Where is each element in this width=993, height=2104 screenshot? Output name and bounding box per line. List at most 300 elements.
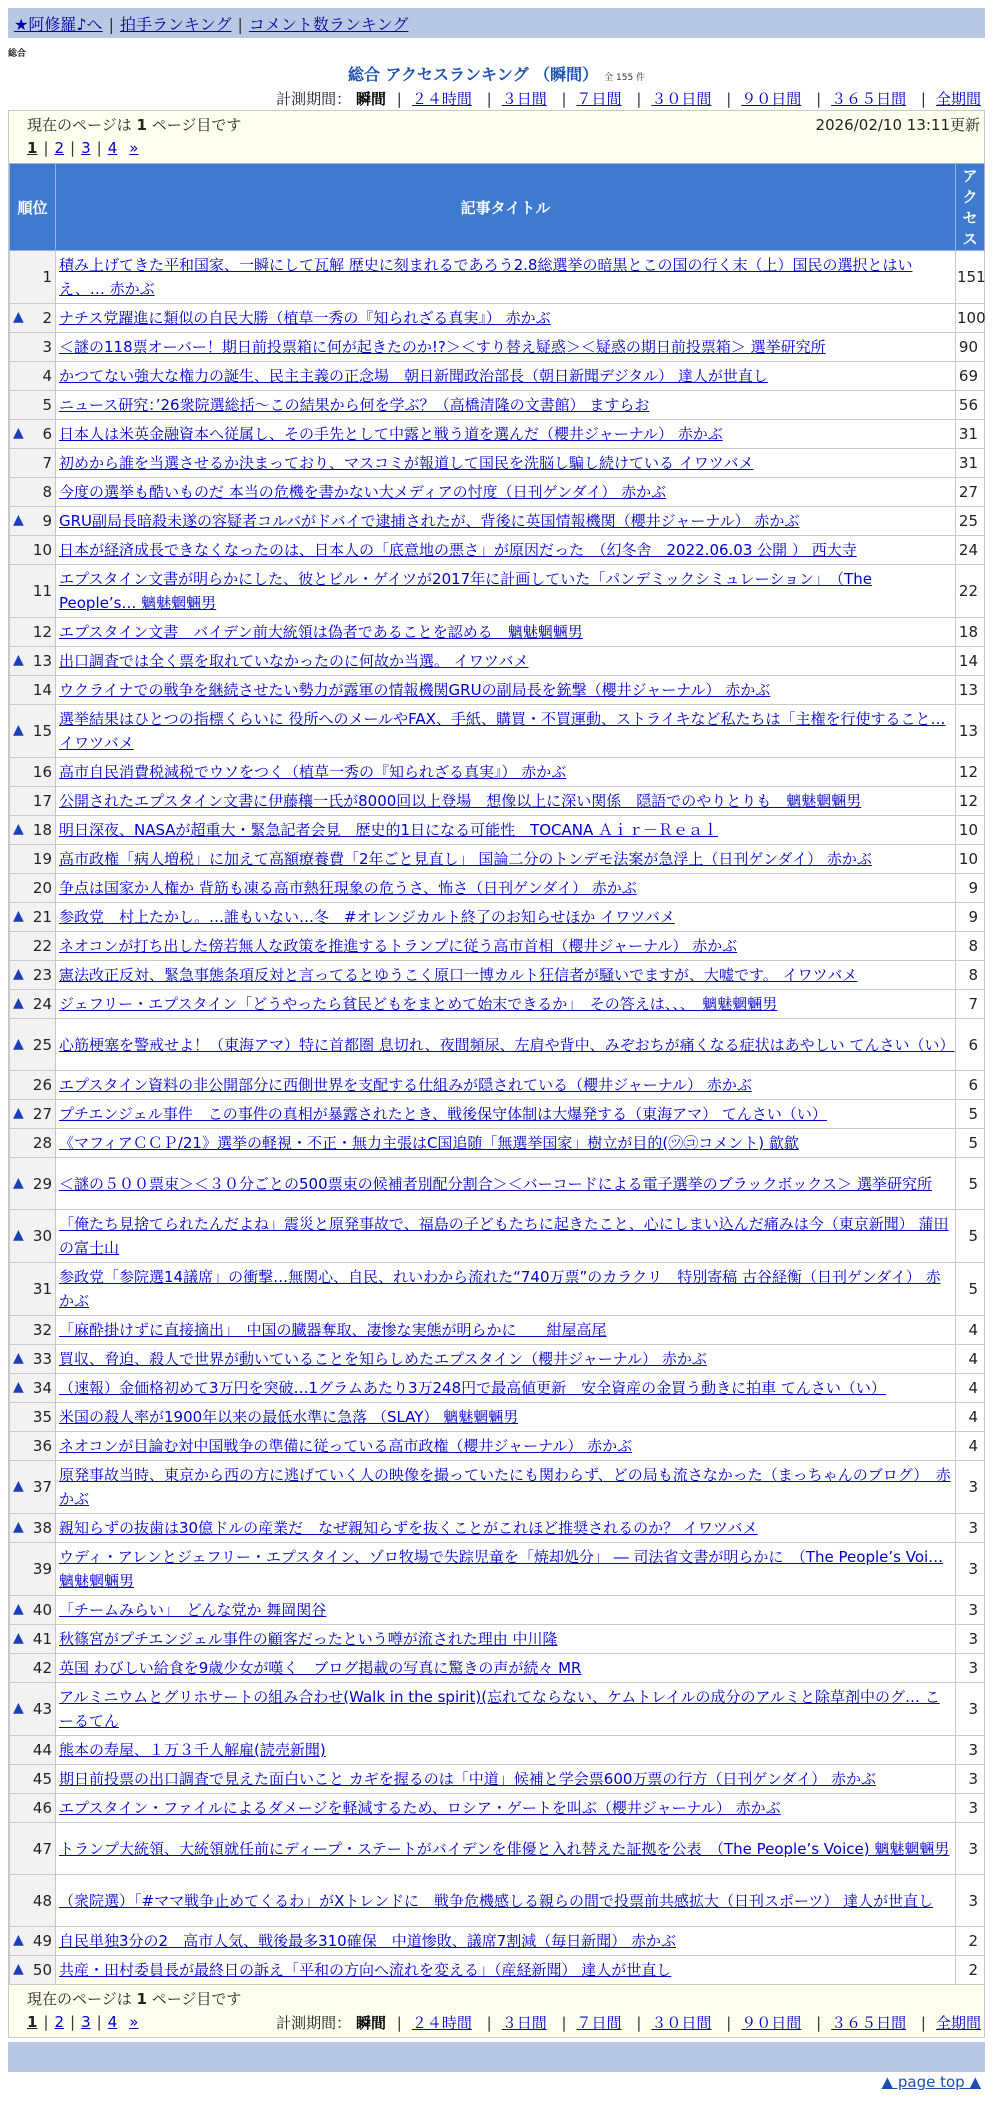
title-cell xyxy=(56,478,956,507)
rank-number: 43 xyxy=(32,1700,52,1718)
table-row xyxy=(10,1432,985,1461)
rank-cell xyxy=(10,1765,56,1794)
article-link[interactable]: 憲法改正反対、緊急事態条項反対と言ってるとゆうこく原口一博カルト狂信者が騒いでますが、大嘘です。 イワツバメ xyxy=(59,966,858,984)
rank-number: 44 xyxy=(32,1741,52,1759)
period-link[interactable]: ３０日間 xyxy=(651,2014,712,2032)
page-info-prefix: 現在のページは xyxy=(27,116,137,134)
title-cell xyxy=(56,1823,956,1875)
page-info-bottom xyxy=(9,1985,984,2011)
article-link[interactable]: 「チームみらい」 どんな党か 舞岡関谷 xyxy=(59,1601,327,1619)
title-cell xyxy=(56,758,956,787)
article-link[interactable]: 今度の選挙も酷いものだ 本当の危機を書かない大メディアの忖度（日刊ゲンダイ） 赤かぶ xyxy=(59,483,667,501)
table-row xyxy=(10,1514,985,1543)
article-link[interactable]: 出口調査では全く票を取れていなかったのに何故か当選。 イワツバメ xyxy=(59,652,529,670)
total-count: 全 155 件 xyxy=(604,73,646,83)
access-count: 5 xyxy=(956,1263,985,1316)
nav-separator: | xyxy=(108,15,114,34)
rank-cell xyxy=(10,758,56,787)
rank-up-arrow-icon: ▲ xyxy=(13,1035,24,1052)
rank-number: 7 xyxy=(42,454,52,472)
rank-number: 4 xyxy=(42,367,52,385)
pager-current: 1 xyxy=(27,139,38,157)
article-link[interactable]: ジェフリー・エプスタイン「どうやったら貧民どもをまとめて始末できるか」 その答えは、、、 魑魅魍魎男 xyxy=(59,995,778,1013)
article-link[interactable]: 公開されたエプスタイン文書に伊藤穰一氏が8000回以上登場 想像以上に深い関係 隠語でのやりとりも 魑魅魍魎男 xyxy=(59,792,862,810)
rank-number: 11 xyxy=(32,582,52,600)
access-count: 3 xyxy=(956,1823,985,1875)
article-link[interactable]: （衆院選）「#ママ戦争止めてくるわ」がXトレンドに 戦争危機感しる親らの間で投票前共感拡大（日刊スポーツ） 達人が世直し xyxy=(59,1891,934,1910)
rank-up-arrow-icon: ▲ xyxy=(13,995,24,1012)
table-row xyxy=(10,932,985,961)
pager-link[interactable]: 2 xyxy=(54,139,65,157)
rank-number: 23 xyxy=(32,966,52,984)
article-link[interactable]: トランプ大統領、大統領就任前にディープ・ステートがバイデンを俳優と入れ替えた証拠を公表 （The People’s Voice) 魑魅魍魎男 xyxy=(59,1839,950,1858)
title-cell xyxy=(56,1210,956,1263)
page-top-link[interactable]: ▲ page top ▲ xyxy=(881,2073,981,2091)
period-link[interactable]: ２４時間 xyxy=(411,90,472,108)
article-link[interactable]: 争点は国家か人権か 背筋も凍る高市熱狂現象の危うさ、怖さ（日刊ゲンダイ） 赤かぶ xyxy=(59,879,637,897)
top-nav-bar xyxy=(8,8,985,38)
article-link[interactable]: 選挙結果はひとつの指標くらいに 役所へのメールやFAX、手紙、購買・不買運動、ストライキなど私たちは「主権を行使すること… イワツバメ xyxy=(59,710,946,752)
rank-number: 10 xyxy=(32,541,52,559)
title-cell xyxy=(56,1543,956,1596)
article-link[interactable]: 熊本の寿屋、１万３千人解雇(読売新聞) xyxy=(59,1741,326,1759)
title-cell xyxy=(56,420,956,449)
rank-cell xyxy=(10,1100,56,1129)
rank-up-arrow-icon: ▲ xyxy=(13,722,24,739)
ranking-table xyxy=(9,163,985,1985)
access-count: 3 xyxy=(956,1543,985,1596)
table-row xyxy=(10,251,985,304)
article-link[interactable]: エプスタイン・ファイルによるダメージを軽減するため、ロシア・ゲートを叫ぶ（櫻井ジャーナル） 赤かぶ xyxy=(59,1799,781,1817)
title-cell xyxy=(56,362,956,391)
rank-cell xyxy=(10,705,56,758)
page-info-suffix: ページ目です xyxy=(146,116,242,134)
table-row xyxy=(10,1071,985,1100)
rank-cell xyxy=(10,1432,56,1461)
bottom-bar xyxy=(8,2042,985,2072)
table-row xyxy=(10,420,985,449)
title-cell xyxy=(56,1432,956,1461)
title-cell xyxy=(56,618,956,647)
pager-link[interactable]: 3 xyxy=(81,2013,91,2031)
pager-current: 1 xyxy=(27,2013,38,2031)
article-link[interactable]: ＜謎の５００票束＞＜３０分ごとの500票束の候補者別配分割合＞＜バーコードによる電子選挙のブラックボックス＞ 選挙研究所 xyxy=(59,1174,932,1193)
category-tag: 総合 xyxy=(8,49,27,59)
article-link[interactable]: ネオコンが目論む対中国戦争の準備に従っている高市政権（櫻井ジャーナル） 赤かぶ xyxy=(59,1437,633,1455)
rank-cell xyxy=(10,1794,56,1823)
rank-cell xyxy=(10,874,56,903)
title-cell xyxy=(56,1875,956,1927)
table-row xyxy=(10,362,985,391)
article-link[interactable]: 参政党「参院選14議席」の衝撃…無関心、自民、れいわから流れた“740万票”のカラクリ 特別寄稿 古谷経衡（日刊ゲンダイ） 赤かぶ xyxy=(59,1268,941,1310)
rank-cell xyxy=(10,251,56,304)
table-row xyxy=(10,1596,985,1625)
article-link[interactable]: 明日深夜、NASAが超重大・緊急記者会見 歴史的1日になる可能性 TOCANA Ａｉｒ－Ｒｅａｌ xyxy=(59,821,719,839)
rank-cell xyxy=(10,1625,56,1654)
access-count: 3 xyxy=(956,1875,985,1927)
rank-number: 2 xyxy=(42,309,52,327)
table-row xyxy=(10,1461,985,1514)
article-link[interactable]: 日本人は米英金融資本へ従属し、その手先として中露と戦う道を選んだ（櫻井ジャーナル） 赤かぶ xyxy=(59,425,723,443)
rank-number: 48 xyxy=(32,1891,52,1910)
article-link[interactable]: 秋篠宮がプチエンジェル事件の顧客だったという噂が流された理由 中川隆 xyxy=(59,1630,558,1648)
title-cell xyxy=(56,874,956,903)
table-row xyxy=(10,507,985,536)
article-link[interactable]: 期日前投票の出口調査で見えた面白いこと カギを握るのは「中道」候補と学会票600万票の行方（日刊ゲンダイ） 赤かぶ xyxy=(59,1770,876,1788)
access-count: 4 xyxy=(956,1345,985,1374)
table-row xyxy=(10,478,985,507)
rank-number: 14 xyxy=(32,681,52,699)
rank-cell xyxy=(10,536,56,565)
rank-up-arrow-icon: ▲ xyxy=(13,1519,24,1536)
title-cell xyxy=(56,1654,956,1683)
rank-number: 47 xyxy=(32,1839,52,1858)
title-header: 記事タイトル xyxy=(56,164,956,251)
article-link[interactable]: GRU副局長暗殺未遂の容疑者コルバがドバイで逮捕されたが、背後に英国情報機関（櫻井ジャーナル） 赤かぶ xyxy=(59,512,800,530)
rank-up-arrow-icon: ▲ xyxy=(13,908,24,925)
article-link[interactable]: プチエンジェル事件 この事件の真相が暴露されたとき、戦後保守体制は大爆発する（東海アマ） てんさい（い） xyxy=(59,1105,827,1123)
access-count: 4 xyxy=(956,1403,985,1432)
title-cell xyxy=(56,1461,956,1514)
rank-cell xyxy=(10,618,56,647)
title-cell xyxy=(56,787,956,816)
rank-cell xyxy=(10,333,56,362)
article-link[interactable]: 英国 わびしい給食を9歳少女が嘆く ブログ掲載の写真に驚きの声が続々 MR xyxy=(59,1659,582,1677)
rank-cell xyxy=(10,1210,56,1263)
rank-cell xyxy=(10,1596,56,1625)
page-title: 総合 アクセスランキング （瞬間） xyxy=(347,65,599,84)
updated-timestamp: 2026/02/10 13:11更新 xyxy=(815,116,980,134)
access-count: 6 xyxy=(956,1019,985,1071)
table-row xyxy=(10,990,985,1019)
title-cell xyxy=(56,1794,956,1823)
rank-cell xyxy=(10,391,56,420)
title-cell xyxy=(56,251,956,304)
title-cell xyxy=(56,1956,956,1985)
rank-number: 3 xyxy=(42,338,52,356)
rank-up-arrow-icon: ▲ xyxy=(13,1932,24,1949)
rank-number: 27 xyxy=(32,1105,52,1123)
access-count: 151 xyxy=(956,251,985,304)
article-link[interactable]: 共産・田村委員長が最終日の訴え「平和の方向へ流れを変える」（産経新聞） 達人が世直し xyxy=(59,1961,672,1979)
pager-bottom: 1 | 2 | 3 | 4 » xyxy=(9,2011,984,2037)
article-link[interactable]: 「俺たち見捨てられたんだよね」震災と原発事故で、福島の子どもたちに起きたこと、心にしまい込んだ痛みは今（東京新聞） 蒲田の富士山 xyxy=(59,1215,949,1257)
access-count: 12 xyxy=(956,758,985,787)
period-link[interactable]: ９０日間 xyxy=(741,2014,802,2032)
table-row xyxy=(10,961,985,990)
access-count: 4 xyxy=(956,1432,985,1461)
table-row xyxy=(10,1316,985,1345)
rank-number: 6 xyxy=(42,425,52,443)
rank-up-arrow-icon: ▲ xyxy=(13,1630,24,1647)
table-row xyxy=(10,1654,985,1683)
access-count: 9 xyxy=(956,903,985,932)
pager-link[interactable]: 3 xyxy=(81,139,91,157)
rank-cell xyxy=(10,990,56,1019)
table-row xyxy=(10,618,985,647)
rank-cell xyxy=(10,478,56,507)
title-cell xyxy=(56,903,956,932)
rank-number: 26 xyxy=(32,1076,52,1094)
rank-up-arrow-icon: ▲ xyxy=(13,652,24,669)
rank-up-arrow-icon: ▲ xyxy=(13,1700,24,1717)
article-link[interactable]: 高市政権「病人増税」に加えて高額療養費「2年ごと見直し」 国論二分のトンデモ法案が急浮上（日刊ゲンダイ） 赤かぶ xyxy=(59,850,872,868)
pager-link[interactable]: 2 xyxy=(54,2013,65,2031)
period-link[interactable]: ３６５日間 xyxy=(831,90,907,108)
article-link[interactable]: 自民単独3分の2 高市人気、戦後最多310確保 中道惨敗、議席7割減（毎日新聞） 赤かぶ xyxy=(59,1932,677,1950)
title-cell xyxy=(56,304,956,333)
rank-number: 34 xyxy=(32,1379,52,1397)
access-count: 5 xyxy=(956,1210,985,1263)
period-link[interactable]: ９０日間 xyxy=(741,90,802,108)
table-row xyxy=(10,565,985,618)
table-row xyxy=(10,1129,985,1158)
title-cell xyxy=(56,507,956,536)
article-link[interactable]: 買収、脅迫、殺人で世界が動いていることを知らしめたエプスタイン（櫻井ジャーナル） 赤かぶ xyxy=(59,1350,707,1368)
rank-up-arrow-icon: ▲ xyxy=(13,1105,24,1122)
pager-link[interactable]: 4 xyxy=(107,2013,118,2031)
access-count: 3 xyxy=(956,1654,985,1683)
pager-link[interactable]: 4 xyxy=(107,139,118,157)
period-link[interactable]: ３日間 xyxy=(501,90,547,108)
ranking-box xyxy=(8,110,985,2038)
table-row xyxy=(10,1263,985,1316)
table-row xyxy=(10,647,985,676)
pager-next[interactable]: » xyxy=(129,2013,139,2031)
rank-cell xyxy=(10,1514,56,1543)
access-count: 69 xyxy=(956,362,985,391)
clap-ranking-link[interactable]: 拍手ランキング xyxy=(119,15,232,34)
rank-number: 33 xyxy=(32,1350,52,1368)
access-count: 3 xyxy=(956,1514,985,1543)
rank-cell xyxy=(10,1158,56,1210)
title-cell xyxy=(56,449,956,478)
table-row xyxy=(10,1736,985,1765)
access-count: 10 xyxy=(956,845,985,874)
period-selector-top: 計測期間： 瞬間 | ２４時間 | ３日間 | ７日間 | ３０日間 | ９０日間 | ３６５日間 | 全期間 xyxy=(276,90,981,108)
table-row xyxy=(10,1100,985,1129)
access-count: 100 xyxy=(956,304,985,333)
table-row xyxy=(10,1794,985,1823)
access-count: 4 xyxy=(956,1374,985,1403)
table-row xyxy=(10,676,985,705)
rank-cell xyxy=(10,676,56,705)
article-link[interactable]: 参政党 村上たかし。…誰もいない…冬 #オレンジカルト終了のお知らせほか イワツバメ xyxy=(59,908,675,926)
rank-cell xyxy=(10,1071,56,1100)
access-count: 8 xyxy=(956,932,985,961)
access-count: 3 xyxy=(956,1596,985,1625)
home-link[interactable]: ★阿修羅♪へ xyxy=(14,15,103,34)
table-row xyxy=(10,1210,985,1263)
table-row xyxy=(10,1403,985,1432)
rank-cell xyxy=(10,932,56,961)
rank-number: 49 xyxy=(32,1932,52,1950)
rank-cell xyxy=(10,507,56,536)
article-link[interactable]: 原発事故当時、東京から西の方に逃げていく人の映像を撮っていたにも関わらず、どの局も流さなかった（まっちゃんのブログ） 赤かぶ xyxy=(59,1466,951,1508)
article-link[interactable]: 日本が経済成長できなくなったのは、日本人の「底意地の悪さ」が原因だった （幻冬舎 2022.06.03 公開 ） 西大寺 xyxy=(59,541,857,559)
article-link[interactable]: 「麻酔掛けずに直接摘出」 中国の臓器奪取、凄惨な実態が明らかに 紺屋高尾 xyxy=(59,1321,607,1339)
article-link[interactable]: エプスタイン資料の非公開部分に西側世界を支配する仕組みが隠されている（櫻井ジャーナル） 赤かぶ xyxy=(59,1076,752,1094)
table-row xyxy=(10,1875,985,1927)
article-link[interactable]: 親知らずの抜歯は30億ドルの産業だ なぜ親知らずを抜くことがこれほど推奨されるのか？ イワツバメ xyxy=(59,1519,758,1537)
table-row xyxy=(10,1683,985,1736)
current-page-number: 1 xyxy=(136,1990,147,2008)
access-count: 5 xyxy=(956,1129,985,1158)
rank-number: 31 xyxy=(32,1280,52,1298)
title-cell xyxy=(56,705,956,758)
access-count: 13 xyxy=(956,705,985,758)
rank-number: 12 xyxy=(32,623,52,641)
access-count: 27 xyxy=(956,478,985,507)
article-link[interactable]: 初めから誰を当選させるか決まっており、マスコミが報道して国民を洗脳し騙し続けている イワツバメ xyxy=(59,454,754,472)
article-link[interactable]: エプスタイン文書が明らかにした、彼とビル・ゲイツが2017年に計画していた「パンデミックシミュレーション」 （The People’s… 魑魅魍魎男 xyxy=(59,570,872,612)
rank-cell xyxy=(10,1316,56,1345)
period-link[interactable]: ２４時間 xyxy=(411,2014,472,2032)
table-row xyxy=(10,1956,985,1985)
rank-cell xyxy=(10,420,56,449)
title-cell xyxy=(56,565,956,618)
access-count: 10 xyxy=(956,816,985,845)
rank-up-arrow-icon: ▲ xyxy=(13,1379,24,1396)
table-row xyxy=(10,391,985,420)
period-selector-bottom: 計測期間： 瞬間 | ２４時間 | ３日間 | ７日間 | ３０日間 | ９０日間 | ３６５日間 | 全期間 xyxy=(276,2014,981,2032)
article-link[interactable]: 《マフィアＣＣＰ/21》選挙の軽視・不正・無力主張はC国追随「無選挙国家」樹立が目的(㋡㋙コメント) 歙歙 xyxy=(59,1134,799,1152)
title-cell xyxy=(56,1158,956,1210)
rank-cell xyxy=(10,647,56,676)
access-count: 24 xyxy=(956,536,985,565)
access-count: 4 xyxy=(956,1316,985,1345)
rank-cell xyxy=(10,1374,56,1403)
rank-number: 39 xyxy=(32,1560,52,1578)
title-cell xyxy=(56,1403,956,1432)
access-count: 3 xyxy=(956,1683,985,1736)
title-cell xyxy=(56,845,956,874)
article-link[interactable]: ウディ・アレンとジェフリー・エプスタイン、ゾロ牧場で失踪児童を「焼却処分」 ― 司法省文書が明らかに （The People’s Voi… 魑魅魍魎男 xyxy=(59,1548,944,1590)
title-cell xyxy=(56,816,956,845)
rank-up-arrow-icon: ▲ xyxy=(13,425,24,442)
pager-top: 1 | 2 | 3 | 4 » xyxy=(9,137,984,163)
table-row xyxy=(10,1345,985,1374)
article-link[interactable]: 積み上げてきた平和国家、一瞬にして瓦解 歴史に刻まれるであろう2.8総選挙の暗黒とこの国の行く末（上）国民の選択とはいえ、… 赤かぶ xyxy=(59,256,913,298)
access-count: 18 xyxy=(956,618,985,647)
article-link[interactable]: アルミニウムとグリホサートの組み合わせ(Walk in the spirit)(忘れてならない、ケムトレイルの成分のアルミと除草剤中のグ… こーるてん xyxy=(59,1688,940,1730)
rank-number: 24 xyxy=(32,995,52,1013)
access-count: 9 xyxy=(956,874,985,903)
rank-cell xyxy=(10,1129,56,1158)
table-row xyxy=(10,333,985,362)
rank-cell xyxy=(10,1461,56,1514)
access-header: アクセス xyxy=(956,164,985,251)
rank-number: 20 xyxy=(32,879,52,897)
period-link[interactable]: ７日間 xyxy=(576,2014,622,2032)
rank-header: 順位 xyxy=(10,164,56,251)
rank-number: 35 xyxy=(32,1408,52,1426)
period-link[interactable]: ３０日間 xyxy=(651,90,712,108)
article-link[interactable]: ネオコンが打ち出した傍若無人な政策を推進するトランプに従う高市首相（櫻井ジャーナル） 赤かぶ xyxy=(59,937,738,955)
rank-up-arrow-icon: ▲ xyxy=(13,1350,24,1367)
title-cell xyxy=(56,1374,956,1403)
access-count: 2 xyxy=(956,1927,985,1956)
rank-number: 18 xyxy=(32,821,52,839)
rank-up-arrow-icon: ▲ xyxy=(13,1601,24,1618)
title-cell xyxy=(56,1345,956,1374)
article-link[interactable]: 米国の殺人率が1900年以来の最低水準に急落 （SLAY） 魑魅魍魎男 xyxy=(59,1408,519,1426)
table-row xyxy=(10,1374,985,1403)
rank-number: 21 xyxy=(32,908,52,926)
article-link[interactable]: ナチス党躍進に類似の自民大勝（植草一秀の『知られざる真実』） 赤かぶ xyxy=(59,309,551,327)
article-link[interactable]: （速報）金価格初めて3万円を突破…1グラムあたり3万248円で最高値更新 安全資産の金買う動きに拍車 てんさい（い） xyxy=(59,1379,886,1397)
period-link[interactable]: 全期間 xyxy=(935,90,981,108)
rank-cell xyxy=(10,787,56,816)
rank-number: 42 xyxy=(32,1659,52,1677)
rank-cell xyxy=(10,1543,56,1596)
table-row xyxy=(10,304,985,333)
rank-number: 30 xyxy=(32,1227,52,1245)
article-link[interactable]: エプスタイン文書 バイデン前大統領は偽者であることを認める 魑魅魍魎男 xyxy=(59,623,583,641)
title-cell xyxy=(56,932,956,961)
rank-number: 40 xyxy=(32,1601,52,1619)
table-row xyxy=(10,758,985,787)
period-link[interactable]: 全期間 xyxy=(935,2014,981,2032)
table-row xyxy=(10,845,985,874)
period-link[interactable]: ７日間 xyxy=(576,90,622,108)
period-label: 計測期間： xyxy=(276,2014,352,2032)
article-link[interactable]: かつてない強大な権力の誕生、民主主義の正念場 朝日新聞政治部長（朝日新聞デジタル） 達人が世直し xyxy=(59,367,768,385)
access-count: 13 xyxy=(956,676,985,705)
table-row xyxy=(10,1625,985,1654)
article-link[interactable]: 心筋梗塞を警戒せよ！（東海アマ）特に首都圏 息切れ、夜間頻尿、左肩や背中、みぞおちが痛くなる症状はあやしい てんさい（い） xyxy=(59,1035,955,1054)
pager-next[interactable]: » xyxy=(129,139,139,157)
rank-cell xyxy=(10,1263,56,1316)
title-cell xyxy=(56,961,956,990)
rank-cell xyxy=(10,1956,56,1985)
table-row xyxy=(10,1543,985,1596)
period-link[interactable]: ３日間 xyxy=(501,2014,547,2032)
rank-number: 17 xyxy=(32,792,52,810)
article-link[interactable]: ＜謎の118票オーバー！期日前投票箱に何が起きたのか!?＞＜すり替え疑惑＞＜疑惑の期日前投票箱＞ 選挙研究所 xyxy=(59,338,826,356)
article-link[interactable]: 高市自民消費税減税でウソをつく（植草一秀の『知られざる真実』） 赤かぶ xyxy=(59,763,567,781)
access-count: 25 xyxy=(956,507,985,536)
access-count: 31 xyxy=(956,420,985,449)
rank-cell xyxy=(10,961,56,990)
rank-number: 1 xyxy=(42,268,52,286)
article-link[interactable]: ニュース研究：’26衆院選総括〜この結果から何を学ぶ？（高橋清隆の文書館） ますらお xyxy=(59,396,650,414)
access-count: 2 xyxy=(956,1956,985,1985)
period-link[interactable]: ３６５日間 xyxy=(831,2014,907,2032)
comment-ranking-link[interactable]: コメント数ランキング xyxy=(248,15,409,34)
title-cell xyxy=(56,1100,956,1129)
title-cell xyxy=(56,1625,956,1654)
rank-number: 16 xyxy=(32,763,52,781)
access-count: 3 xyxy=(956,1765,985,1794)
title-cell xyxy=(56,647,956,676)
rank-number: 15 xyxy=(32,722,52,740)
nav-separator: | xyxy=(237,15,243,34)
title-cell xyxy=(56,1514,956,1543)
article-link[interactable]: ウクライナでの戦争を継続させたい勢力が露軍の情報機関GRUの副局長を銃撃（櫻井ジャーナル） 赤かぶ xyxy=(59,681,771,699)
access-count: 12 xyxy=(956,787,985,816)
table-row xyxy=(10,903,985,932)
table-row xyxy=(10,1765,985,1794)
title-cell xyxy=(56,1736,956,1765)
rank-cell xyxy=(10,1927,56,1956)
access-count: 3 xyxy=(956,1794,985,1823)
page-info-prefix: 現在のページは xyxy=(27,1990,137,2008)
rank-up-arrow-icon: ▲ xyxy=(13,966,24,983)
ranking-title xyxy=(0,62,993,85)
rank-number: 28 xyxy=(32,1134,52,1152)
rank-cell xyxy=(10,816,56,845)
